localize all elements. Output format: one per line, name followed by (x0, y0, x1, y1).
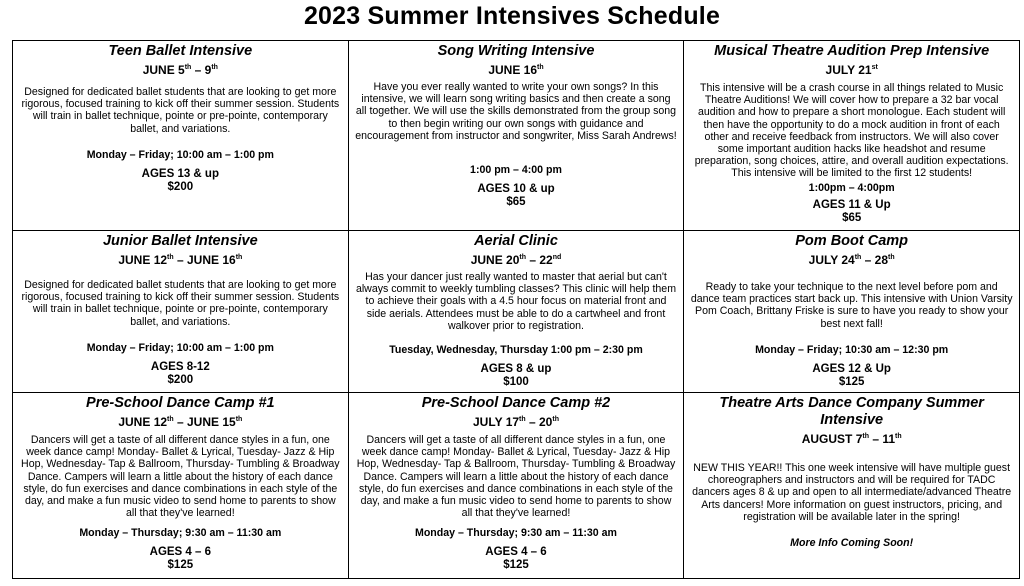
session-time: Monday – Thursday; 9:30 am – 11:30 am (415, 527, 617, 540)
session-price: $200 (167, 373, 194, 386)
session-time: 1:00pm – 4:00pm (808, 181, 895, 194)
schedule-grid (12, 40, 1020, 579)
session-ages: AGES 11 & Up (812, 198, 891, 211)
session-description: Dancers will get a taste of all different dance styles in a fun, one week dance camp! Monday- Ballet & Lyrical, Tuesday- Jazz & Hip Hop, Wednesday- Tap & Ballroom, Thursday- Tumbling & Broadway Dance. Campers will learn a little about the history of each dance style, do fun exercises and dance combinations in each style of the day, and make a fun music video to send home to parents to show all that they've learned! (21, 434, 340, 520)
schedule-cell-song-writing (348, 41, 684, 231)
session-price: $125 (838, 375, 865, 388)
session-description: Has your dancer just really wanted to master that aerial but can't always commit to weekly tumbling classes? This clinic will help them to achieve their goals with a 4.5 hour focus on material front and side aerials. Attendees must be able to do a cartwheel and front walkover prior to registration. (355, 271, 677, 332)
session-description: Have you ever really wanted to write your own songs? In this intensive, we will learn song writing basics and then create a song all together. We will use the skills demonstrated from the group song to then begin writing our own songs with guidance and encouragement from instructor and songwriter, Miss Sarah Andrews! (355, 81, 677, 142)
session-title: Pre-School Dance Camp #2 (421, 395, 611, 411)
session-date: JULY 17th – 20th (473, 415, 559, 429)
session-title: Teen Ballet Intensive (108, 43, 253, 59)
session-description: NEW THIS YEAR!! This one week intensive will have multiple guest choreographers and instructors and will be required for TADC dancers ages 8 & up and open to all intermediate/advanced Theatre Arts dancers! More information on guest instructors, pricing, and registration will be available later in the spring! (692, 462, 1012, 523)
schedule-cell-pom-boot-camp (684, 231, 1020, 393)
session-description: Designed for dedicated ballet students that are looking to get more rigorous, focused training to kick off their summer session. Students will train in ballet technique, pointe or pre-pointe, contemporary ballet, and variations. (21, 279, 340, 328)
session-title: Pre-School Dance Camp #1 (86, 395, 275, 411)
session-description: Dancers will get a taste of all different dance styles in a fun, one week dance camp! Monday- Ballet & Lyrical, Tuesday- Jazz & Hip Hop, Wednesday- Tap & Ballroom, Thursday- Tumbling & Broadway Dance. Campers will learn a little about the history of each dance style, do fun exercises and dance combinations in each style of the day, and make a fun music video to send home to parents to show all that they've learned! (356, 434, 676, 520)
schedule-cell-preschool-camp-2 (348, 393, 684, 579)
session-date: JULY 24th – 28th (808, 253, 895, 267)
schedule-cell-aerial-clinic (348, 231, 684, 393)
session-ages: AGES 12 & Up (812, 362, 891, 375)
session-description: This intensive will be a crash course in all things related to Music Theatre Auditions! We will cover how to prepare a 32 bar vocal audition and how to prepare a short monologue. Each student will then have the opportunity to do a mock audition in front of each other and receive feedback from instructors. We will also cover some important audition hacks like headshot and resume preparation, song choices, attire, and overall audition expectations. This intensive will be limited to the first 12 students! (694, 82, 1009, 180)
session-ages: AGES 8-12 (150, 360, 210, 373)
session-title: Song Writing Intensive (437, 43, 595, 59)
session-ages: AGES 4 – 6 (485, 546, 547, 559)
schedule-cell-junior-ballet (13, 231, 349, 393)
session-title: Theatre Arts Dance Company Summer Intensive (719, 395, 984, 428)
session-title: Aerial Clinic (474, 233, 558, 249)
more-info-note: More Info Coming Soon! (790, 537, 914, 550)
session-date: JUNE 5th – 9th (142, 63, 218, 77)
session-ages: AGES 8 & up (480, 363, 552, 376)
schedule-cell-tadc-intensive (684, 393, 1020, 579)
session-price: $100 (503, 376, 529, 389)
session-time: Tuesday, Wednesday, Thursday 1:00 pm – 2:30 pm (389, 344, 643, 357)
session-title: Musical Theatre Audition Prep Intensive (714, 43, 990, 59)
session-description: Designed for dedicated ballet students that are looking to get more rigorous, focused training to kick off their summer session. Students will train in ballet technique, pointe or pre-pointe, contemporary ballet, and variations. (21, 86, 340, 135)
session-time: 1:00 pm – 4:00 pm (470, 164, 562, 177)
schedule-cell-preschool-camp-1 (13, 393, 349, 579)
session-time: Monday – Thursday; 9:30 am – 11:30 am (79, 527, 282, 540)
session-price: $125 (167, 559, 194, 572)
session-time: Monday – Friday; 10:00 am – 1:00 pm (86, 148, 274, 161)
session-description: Ready to take your technique to the next level before pom and dance team practices start back up. This intensive with Union Varsity Pom Coach, Brittany Friske is sure to have you ready to show your best next fall! (690, 281, 1013, 330)
schedule-cell-teen-ballet (13, 41, 349, 231)
session-date: JUNE 20th – 22nd (470, 253, 562, 267)
session-title: Pom Boot Camp (795, 233, 909, 249)
session-time: Monday – Friday; 10:00 am – 1:00 pm (86, 341, 274, 354)
session-date: JUNE 12th – JUNE 15th (118, 415, 243, 429)
session-ages: AGES 10 & up (477, 183, 555, 196)
session-price: $200 (167, 180, 194, 193)
session-title: Junior Ballet Intensive (102, 233, 258, 249)
session-date: AUGUST 7th – 11th (801, 432, 902, 446)
session-date: JULY 21st (825, 63, 878, 77)
session-time: Monday – Friday; 10:30 am – 12:30 pm (755, 343, 949, 356)
page-title: 2023 Summer Intensives Schedule (303, 2, 721, 30)
session-price: $125 (503, 559, 529, 572)
schedule-cell-musical-theatre (684, 41, 1020, 231)
session-ages: AGES 13 & up (141, 167, 219, 180)
session-date: JUNE 12th – JUNE 16th (118, 253, 243, 267)
session-price: $65 (506, 196, 526, 209)
session-price: $65 (842, 211, 862, 224)
session-date: JUNE 16th (488, 63, 544, 77)
session-ages: AGES 4 – 6 (149, 546, 212, 559)
